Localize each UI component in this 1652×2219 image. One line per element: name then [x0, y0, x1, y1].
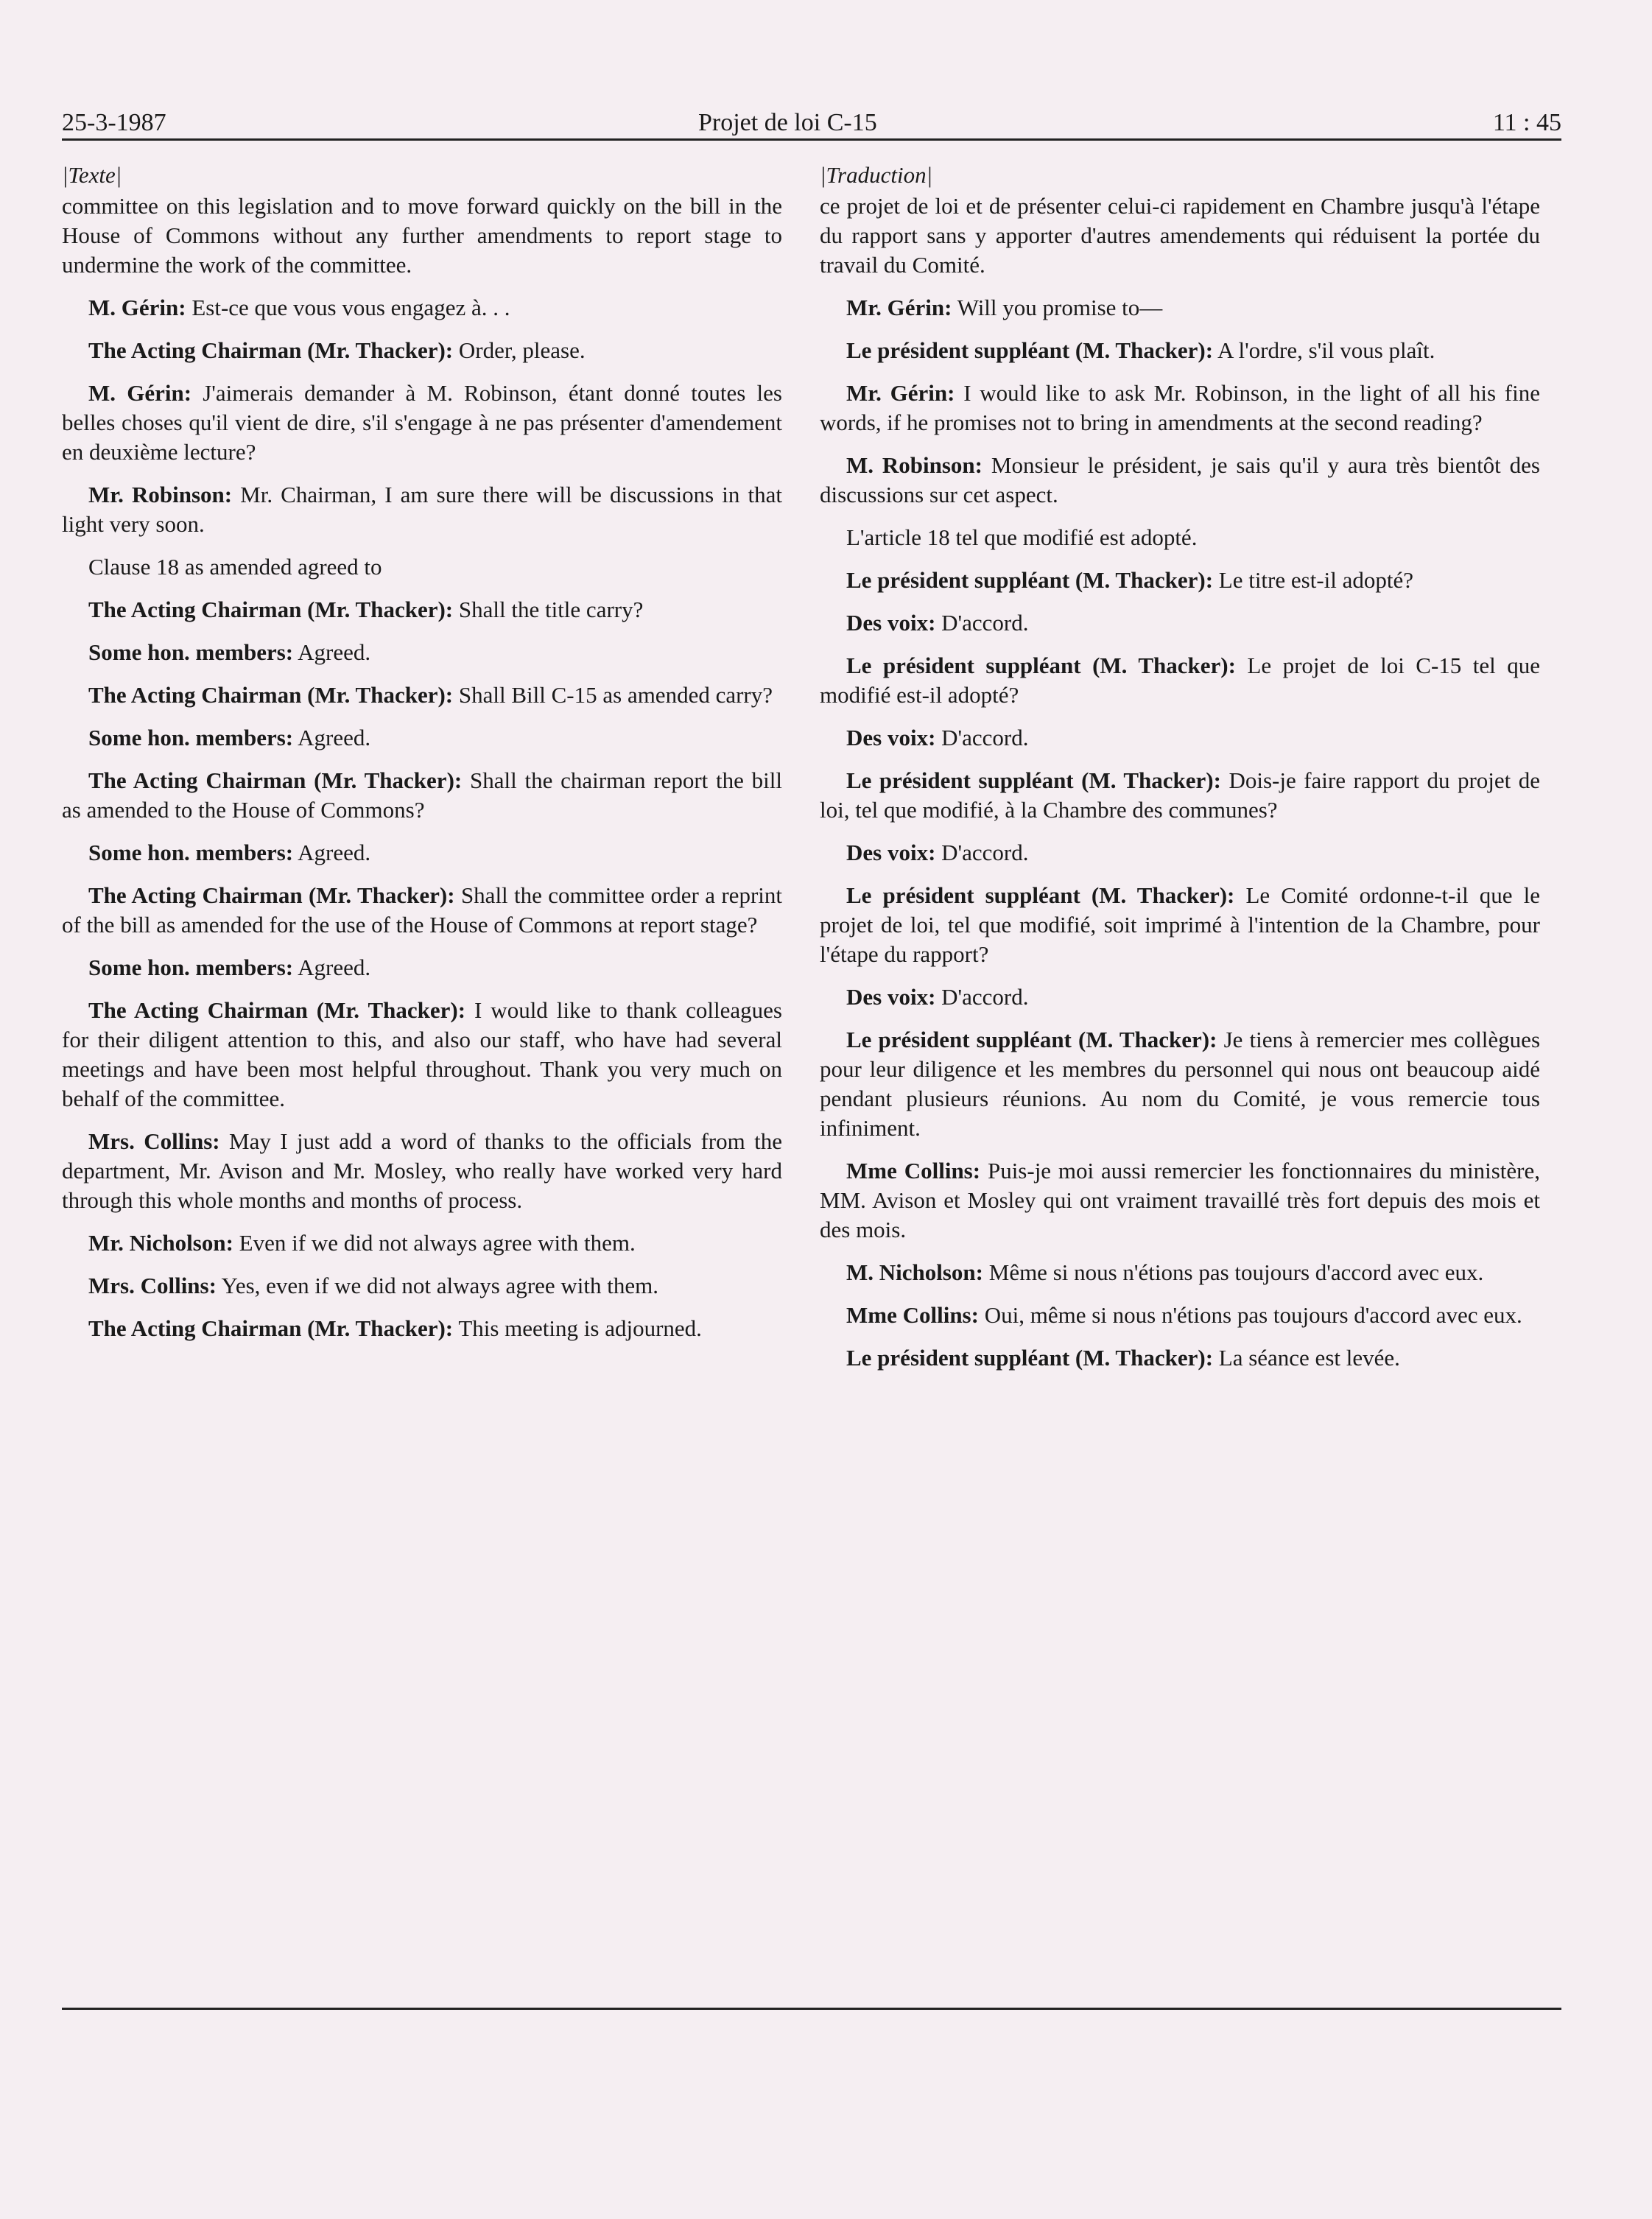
transcript-paragraph [62, 638, 782, 667]
speech-text: Mr. Chairman, I am sure there will be discussions in that light very soon. [62, 482, 782, 537]
transcript-paragraph [62, 595, 782, 625]
speaker-name: Le président suppléant (M. Thacker): [846, 567, 1214, 593]
transcript-paragraph [820, 723, 1540, 753]
transcript-paragraph [62, 996, 782, 1114]
speech-text: Clause 18 as amended agreed to [88, 554, 382, 580]
speaker-name: Des voix: [846, 610, 936, 636]
speaker-name: Mrs. Collins: [88, 1128, 220, 1154]
speaker-name: The Acting Chairman (Mr. Thacker): [88, 882, 455, 908]
speech-text: Je tiens à remercier mes collègues pour leur diligence et les membres du personnel qui nous ont beaucoup aidé pendant plusieurs réunions. Au nom du Comité, je vous remercie tous infiniment. [820, 1027, 1541, 1141]
english-column [62, 161, 782, 1357]
speaker-name: Le président suppléant (M. Thacker): [846, 1027, 1217, 1052]
speaker-name: Some hon. members: [88, 954, 294, 980]
speaker-name: The Acting Chairman (Mr. Thacker): [88, 997, 466, 1023]
speaker-name: Mme Collins: [846, 1302, 979, 1328]
speaker-name: M. Nicholson: [846, 1259, 983, 1285]
speaker-name: The Acting Chairman (Mr. Thacker): [88, 337, 454, 363]
column-label-texte: |Texte| [62, 162, 122, 188]
transcript-paragraph [820, 1156, 1540, 1245]
transcript-paragraph [62, 293, 782, 323]
header-date: 25-3-1987 [62, 109, 166, 136]
transcript-paragraph [62, 681, 782, 710]
transcript-paragraph [820, 1301, 1540, 1330]
speaker-name: Des voix: [846, 984, 936, 1010]
speaker-name: Some hon. members: [88, 639, 294, 665]
transcript-paragraph [820, 982, 1540, 1012]
transcript-paragraph [62, 1314, 782, 1343]
speech-text: Shall Bill C-15 as amended carry? [453, 682, 773, 708]
transcript-paragraph [62, 1127, 782, 1215]
speaker-name: Le président suppléant (M. Thacker): [846, 882, 1235, 908]
transcript-paragraph [820, 451, 1540, 510]
speech-text: L'article 18 tel que modifié est adopté. [846, 524, 1198, 550]
transcript-paragraph [820, 566, 1540, 595]
speech-text: Dois-je faire rapport du projet de loi, tel que modifié, à la Chambre des communes? [820, 767, 1541, 823]
speech-text: Le Comité ordonne-t-il que le projet de loi, tel que modifié, soit imprimé à l'intention de la Chambre, pour l'étape du rapport? [820, 882, 1540, 967]
speaker-name: Mr. Robinson: [88, 482, 233, 507]
speaker-name: Le président suppléant (M. Thacker): [846, 337, 1214, 363]
speaker-name: Mme Collins: [846, 1158, 981, 1184]
speaker-name: Des voix: [846, 725, 936, 750]
transcript-paragraph [820, 1025, 1540, 1143]
transcript-paragraph [62, 1228, 782, 1258]
footer-rule [62, 2008, 1561, 2010]
speech-text: Agreed. [293, 639, 371, 665]
transcript-paragraph [820, 379, 1540, 437]
transcript-paragraph [62, 336, 782, 365]
transcript-paragraph [820, 191, 1540, 280]
speech-text: La séance est levée. [1213, 1345, 1400, 1371]
speech-text: A l'ordre, s'il vous plaît. [1213, 337, 1435, 363]
transcript-paragraph [62, 191, 782, 280]
speaker-name: M. Gérin: [88, 295, 186, 320]
transcript-paragraph [820, 1343, 1540, 1373]
transcript-paragraph [820, 608, 1540, 638]
page-header [62, 103, 1561, 138]
speech-text: J'aimerais demander à M. Robinson, étant donné toutes les belles choses qu'il vient de dire, s'il s'engage à ne pas présenter d'amendement en deuxième lecture? [62, 380, 782, 465]
speech-text: Yes, even if we did not always agree with them. [216, 1273, 659, 1298]
speaker-name: M. Robinson: [846, 452, 983, 478]
speaker-name: Le président suppléant (M. Thacker): [846, 653, 1236, 678]
transcript-paragraph [62, 552, 782, 582]
speech-text: D'accord. [935, 984, 1029, 1010]
transcript-paragraph [820, 293, 1540, 323]
speech-text: Even if we did not always agree with them. [233, 1230, 636, 1256]
transcript-paragraph [62, 838, 782, 868]
speaker-name: The Acting Chairman (Mr. Thacker): [88, 767, 463, 793]
speech-text: Même si nous n'étions pas toujours d'accord avec eux. [983, 1259, 1484, 1285]
speech-text: May I just add a word of thanks to the officials from the department, Mr. Avison and Mr. Mosley, who really have worked very hard through this whole months and months of process. [62, 1128, 782, 1213]
speech-text: Order, please. [453, 337, 586, 363]
transcript-paragraph [820, 766, 1540, 825]
speech-text: Will you promise to— [952, 295, 1163, 320]
speech-text: D'accord. [935, 840, 1029, 865]
speech-text: D'accord. [935, 725, 1029, 750]
transcript-paragraph [62, 881, 782, 940]
speech-text: Puis-je moi aussi remercier les fonctionnaires du ministère, MM. Avison et Mosley qui ont vraiment travaillé très fort depuis des mois et des mois. [820, 1158, 1540, 1242]
speaker-name: Some hon. members: [88, 725, 294, 750]
header-page-number: 11 : 45 [1492, 109, 1561, 136]
speaker-name: Des voix: [846, 840, 936, 865]
speaker-name: M. Gérin: [88, 380, 192, 406]
speaker-name: The Acting Chairman (Mr. Thacker): [88, 597, 454, 622]
speaker-name: The Acting Chairman (Mr. Thacker): [88, 1315, 454, 1341]
speech-text: Oui, même si nous n'étions pas toujours d'accord avec eux. [978, 1302, 1522, 1328]
header-rule [62, 138, 1561, 141]
transcript-paragraph [62, 953, 782, 982]
speech-text: committee on this legislation and to move forward quickly on the bill in the House of Commons without any further amendments to report stage to undermine the work of the committee. [62, 193, 782, 278]
transcript-paragraph [62, 766, 782, 825]
transcript-paragraph [62, 379, 782, 467]
french-column [820, 161, 1540, 1386]
header-title: Projet de loi C-15 [698, 109, 877, 136]
speech-text: ce projet de loi et de présenter celui-ci rapidement en Chambre jusqu'à l'étape du rapport sans y apporter d'autres amendements qui réduisent la portée du travail du Comité. [820, 193, 1540, 278]
transcript-paragraph [820, 881, 1540, 969]
speaker-name: Le président suppléant (M. Thacker): [846, 767, 1221, 793]
speaker-name: Mr. Gérin: [846, 380, 955, 406]
speech-text: Agreed. [293, 725, 371, 750]
speech-text: Le titre est-il adopté? [1213, 567, 1414, 593]
speech-text: Agreed. [293, 954, 371, 980]
transcript-paragraph [820, 523, 1540, 552]
transcript-paragraph [820, 1258, 1540, 1287]
speaker-name: Mr. Gérin: [846, 295, 952, 320]
transcript-paragraph [62, 1271, 782, 1301]
speech-text: Shall the chairman report the bill as amended to the House of Commons? [62, 767, 783, 823]
speech-text: Est-ce que vous vous engagez à. . . [186, 295, 510, 320]
speech-text: D'accord. [935, 610, 1029, 636]
speech-text: Agreed. [293, 840, 371, 865]
column-label-traduction: |Traduction| [820, 162, 933, 188]
speech-text: Le projet de loi C-15 tel que modifié est-il adopté? [820, 653, 1541, 708]
transcript-paragraph [820, 651, 1540, 710]
transcript-paragraph [820, 838, 1540, 868]
speaker-name: Some hon. members: [88, 840, 294, 865]
speaker-name: Le président suppléant (M. Thacker): [846, 1345, 1214, 1371]
speech-text: Shall the title carry? [453, 597, 644, 622]
speech-text: Shall the committee order a reprint of the bill as amended for the use of the House of Commons at report stage? [62, 882, 782, 938]
speech-text: This meeting is adjourned. [453, 1315, 702, 1341]
speaker-name: Mrs. Collins: [88, 1273, 217, 1298]
speech-text: Monsieur le président, je sais qu'il y aura très bientôt des discussions sur cet aspect. [820, 452, 1540, 507]
speech-text: I would like to thank colleagues for their diligent attention to this, and also our staff, who have had several meetings and have been most helpful throughout. Thank you very much on behalf of the committee. [62, 997, 783, 1111]
transcript-paragraph [62, 480, 782, 539]
speaker-name: The Acting Chairman (Mr. Thacker): [88, 682, 454, 708]
transcript-paragraph [62, 723, 782, 753]
speech-text: I would like to ask Mr. Robinson, in the light of all his fine words, if he promises not to bring in amendments at the second reading? [820, 380, 1540, 435]
speaker-name: Mr. Nicholson: [88, 1230, 233, 1256]
transcript-paragraph [820, 336, 1540, 365]
